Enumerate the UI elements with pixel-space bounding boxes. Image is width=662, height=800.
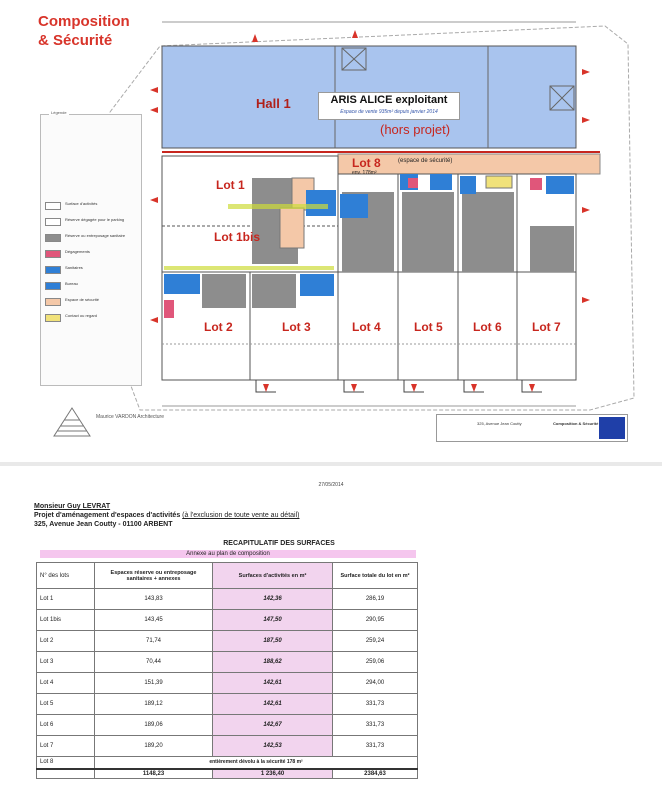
legend-swatch bbox=[45, 250, 61, 258]
lot-4-label: Lot 4 bbox=[352, 320, 381, 334]
legend-item bbox=[45, 247, 141, 261]
office-block bbox=[546, 176, 574, 194]
titleblock-address: 325, Avenue Jean Coutty bbox=[477, 421, 522, 426]
cell-reserve: 143,83 bbox=[95, 589, 213, 610]
table-total-row bbox=[37, 769, 418, 779]
cell-activity: 142,61 bbox=[213, 694, 333, 715]
office-block bbox=[306, 190, 336, 216]
legend-swatch bbox=[45, 234, 61, 242]
clearance-block bbox=[408, 178, 418, 188]
title-line-1: Composition bbox=[38, 13, 130, 30]
cell-activity: 147,50 bbox=[213, 610, 333, 631]
legend-swatch bbox=[45, 266, 61, 274]
cell-lot: Lot 3 bbox=[37, 652, 95, 673]
legend-text: Bureau bbox=[65, 281, 78, 286]
project-line: Projet d'aménagement d'espaces d'activités bbox=[34, 512, 181, 519]
exit-arrow bbox=[252, 34, 258, 42]
lot-8-note: (espace de sécurité) bbox=[398, 158, 453, 164]
cell-total: 286,19 bbox=[333, 589, 418, 610]
cell-activity: 142,61 bbox=[213, 673, 333, 694]
document-date: 27/05/2014 bbox=[318, 482, 344, 488]
architect-name: Maurice VARDON Architecture bbox=[96, 414, 164, 420]
cell-lot: Lot 5 bbox=[37, 694, 95, 715]
storage-zone bbox=[462, 192, 514, 272]
legend-swatch bbox=[45, 298, 61, 306]
recap-title: RECAPITULATIF DES SURFACES bbox=[223, 540, 335, 547]
cell-lot: Lot 6 bbox=[37, 715, 95, 736]
cell-total: 290,95 bbox=[333, 610, 418, 631]
hall-tenant-box bbox=[318, 92, 460, 120]
cell-lot: Lot 8 bbox=[37, 757, 95, 769]
lot-1-label: Lot 1 bbox=[216, 178, 245, 192]
legend-item bbox=[45, 215, 141, 229]
titleblock-logo bbox=[599, 417, 625, 439]
cell-reserve: 71,74 bbox=[95, 631, 213, 652]
header-reserve: Espaces réserve ou entreposage sanitaires + annexes bbox=[95, 563, 213, 589]
recap-sheet bbox=[0, 466, 662, 800]
legend-item bbox=[45, 263, 141, 277]
clearance-block bbox=[530, 178, 542, 190]
cell-lot: Lot 1bis bbox=[37, 610, 95, 631]
exit-arrow bbox=[411, 384, 417, 392]
office-block bbox=[340, 194, 368, 218]
legend-item bbox=[45, 311, 141, 325]
header-total: Surface totale du lot en m² bbox=[333, 563, 418, 589]
legend-text: Réserve dégagée pour le parking bbox=[65, 217, 125, 222]
lot-3-label: Lot 3 bbox=[282, 320, 311, 334]
table-row bbox=[37, 673, 418, 694]
cell-total: 259,24 bbox=[333, 631, 418, 652]
security-block bbox=[280, 208, 304, 248]
cell-activity: 142,36 bbox=[213, 589, 333, 610]
cell-lot: Lot 7 bbox=[37, 736, 95, 757]
legend-text: Dégagements bbox=[65, 249, 90, 254]
exit-arrow bbox=[150, 197, 158, 203]
cell-reserve: 143,45 bbox=[95, 610, 213, 631]
table-row bbox=[37, 652, 418, 673]
legend-swatch bbox=[45, 218, 61, 226]
total-reserve: 1148,23 bbox=[95, 769, 213, 779]
corridor-mark bbox=[228, 204, 328, 209]
total-activity: 1 236,40 bbox=[213, 769, 333, 779]
architect-logo-icon bbox=[52, 406, 92, 438]
storage-zone bbox=[252, 274, 296, 308]
legend-item bbox=[45, 199, 141, 213]
table-row-lot-8 bbox=[37, 757, 418, 769]
legend-item bbox=[45, 231, 141, 245]
cell-reserve: 189,06 bbox=[95, 715, 213, 736]
cell-activity: 142,67 bbox=[213, 715, 333, 736]
exit-arrow bbox=[263, 384, 269, 392]
legend-swatch bbox=[45, 314, 61, 322]
cell-total: 259,06 bbox=[333, 652, 418, 673]
recap-subtitle: Annexe au plan de composition bbox=[40, 550, 416, 558]
office-block bbox=[460, 176, 476, 194]
legend-title: Légende bbox=[51, 110, 67, 115]
lot-7-label: Lot 7 bbox=[532, 320, 561, 334]
table-header-row bbox=[37, 563, 418, 589]
lot-1bis-label: Lot 1bis bbox=[214, 230, 261, 244]
table-row bbox=[37, 589, 418, 610]
exit-arrow bbox=[582, 69, 590, 75]
office-block bbox=[430, 174, 452, 190]
lot-8-area: env. 178m² bbox=[352, 170, 377, 176]
storage-zone bbox=[202, 274, 246, 308]
legend-text: Espace de sécurité bbox=[65, 297, 100, 302]
table-row bbox=[37, 715, 418, 736]
cell-lot: Lot 2 bbox=[37, 631, 95, 652]
hall-tenant: ARIS ALICE exploitant bbox=[330, 94, 448, 106]
header-activity: Surfaces d'activités en m² bbox=[213, 563, 333, 589]
hall-status: (hors projet) bbox=[380, 122, 451, 137]
titleblock-title: Composition & Sécurité bbox=[553, 421, 599, 426]
legend-text: Surface d'activités bbox=[65, 201, 98, 206]
title-line-2: & Sécurité bbox=[38, 32, 113, 49]
legend-item bbox=[45, 295, 141, 309]
storage-zone bbox=[530, 226, 574, 272]
cell-activity: 188,62 bbox=[213, 652, 333, 673]
legend-swatch bbox=[45, 202, 61, 210]
lot-2-label: Lot 2 bbox=[204, 320, 233, 334]
table-row bbox=[37, 631, 418, 652]
legend-text: Contact ou regard bbox=[65, 313, 98, 318]
cell-activity: 142,53 bbox=[213, 736, 333, 757]
cell-reserve: 189,20 bbox=[95, 736, 213, 757]
office-block bbox=[164, 274, 200, 294]
exit-arrow bbox=[529, 384, 535, 392]
cell-activity: 187,50 bbox=[213, 631, 333, 652]
header-lot: N° des lots bbox=[37, 563, 95, 589]
address-line: 325, Avenue Jean Coutty - 01100 ARBENT bbox=[34, 521, 173, 528]
client-block bbox=[34, 502, 299, 529]
lot-8-label: Lot 8 bbox=[352, 156, 381, 170]
table-row bbox=[37, 694, 418, 715]
lot-6-label: Lot 6 bbox=[473, 320, 502, 334]
exit-arrow bbox=[352, 30, 358, 38]
cell-total-label bbox=[37, 769, 95, 779]
plan-legend bbox=[40, 110, 142, 386]
storage-zone bbox=[402, 192, 454, 272]
contact-block bbox=[486, 176, 512, 188]
legend-text: Réserve ou entreposage sanitaire bbox=[65, 233, 126, 238]
lot-5-label: Lot 5 bbox=[414, 320, 443, 334]
cell-total: 331,73 bbox=[333, 694, 418, 715]
hall-note: Espace de vente 935m² depuis janvier 2014 bbox=[340, 109, 438, 115]
exit-arrow bbox=[582, 207, 590, 213]
clearance-block bbox=[164, 300, 174, 318]
exit-arrow bbox=[150, 87, 158, 93]
cell-reserve: 70,44 bbox=[95, 652, 213, 673]
title-block bbox=[436, 414, 628, 442]
exit-arrow bbox=[582, 297, 590, 303]
exit-arrow bbox=[582, 117, 590, 123]
total-surface: 2384,63 bbox=[333, 769, 418, 779]
project-note: (à l'exclusion de toute vente au détail) bbox=[182, 512, 300, 519]
cell-total: 331,73 bbox=[333, 736, 418, 757]
cell-lot: Lot 4 bbox=[37, 673, 95, 694]
cell-reserve: 189,12 bbox=[95, 694, 213, 715]
legend-swatch bbox=[45, 282, 61, 290]
cell-total: 331,73 bbox=[333, 715, 418, 736]
table-row bbox=[37, 610, 418, 631]
cell-total: 294,00 bbox=[333, 673, 418, 694]
corridor-mark bbox=[164, 266, 334, 270]
cell-lot-8-note: entièrement dévolu à la sécurité 178 m² bbox=[95, 757, 418, 769]
surface-table bbox=[36, 562, 418, 779]
cell-reserve: 151,39 bbox=[95, 673, 213, 694]
hall-1-label: Hall 1 bbox=[256, 96, 291, 111]
office-block bbox=[300, 274, 334, 296]
legend-item bbox=[45, 279, 141, 293]
exit-arrow bbox=[351, 384, 357, 392]
exit-arrow bbox=[150, 107, 158, 113]
exit-arrow bbox=[471, 384, 477, 392]
client-name: Monsieur Guy LEVRAT bbox=[34, 503, 111, 510]
table-row bbox=[37, 736, 418, 757]
exit-arrow bbox=[150, 317, 158, 323]
legend-text: Sanitaires bbox=[65, 265, 83, 270]
cell-lot: Lot 1 bbox=[37, 589, 95, 610]
